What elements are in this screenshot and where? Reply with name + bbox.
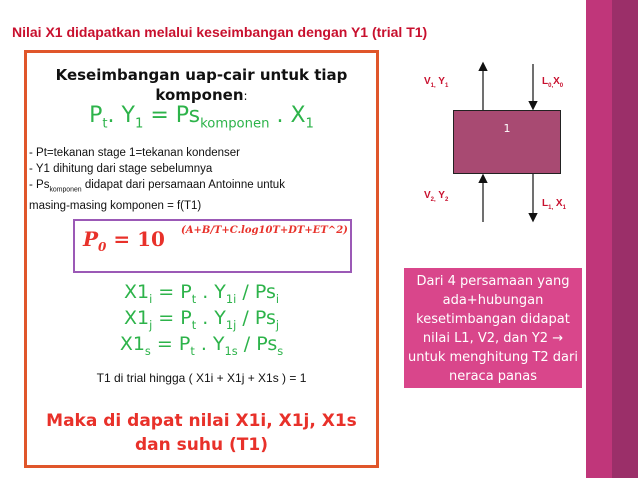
x-y: . Y <box>194 333 225 355</box>
x-p-sub: t <box>190 343 195 358</box>
x-lhs: X1 <box>123 307 150 329</box>
x-y-sub: 1i <box>225 291 237 306</box>
x-y-sub: 1j <box>225 317 237 332</box>
label-v1-y1: $V_{1,}$ $Y_1$ <box>424 76 449 89</box>
heading-line1: Keseimbangan uap-cair untuk tiap <box>55 66 348 84</box>
x-ps-sub: j <box>275 317 280 332</box>
note-item: masing-masing komponen = f(T1) <box>29 200 202 213</box>
slide-title: Nilai X1 didapatkan melalui keseimbangan dengan Y1 (trial T1) <box>12 24 428 40</box>
eq-p: P <box>89 103 103 128</box>
note-item: - Pt=tekanan stage 1=tekanan kondenser <box>29 147 240 159</box>
eq-y: . Y <box>107 103 135 128</box>
x-lhs-sub: s <box>144 343 151 358</box>
antoine-ten: = 10 <box>106 227 165 251</box>
x-y-sub: 1s <box>224 343 238 358</box>
conclusion-line1: Maka di dapat nilai X1i, X1j, X1s <box>46 411 357 431</box>
eq-t: t <box>102 116 108 132</box>
x-ps-sub: i <box>275 291 280 306</box>
x-ps: / Ps <box>237 333 278 355</box>
eq-y-sub: 1 <box>134 116 144 132</box>
eq-ps: = Ps <box>143 103 201 128</box>
x-p-sub: t <box>191 317 197 332</box>
note-item: - Y1 dihitung dari stage sebelumnya <box>29 163 213 175</box>
antoine-p: P <box>83 227 99 251</box>
x-ps: / Ps <box>236 307 276 329</box>
eq-ps-sub: komponen <box>200 116 270 132</box>
info-callout: Dari 4 persamaan yang ada+hubungan kesetimbangan didapat nilai L1, V2, dan Y2 → untuk menghitung T2 dari neraca panas <box>404 268 582 388</box>
x-y: . Y <box>196 307 226 329</box>
antoine-exponent: (A+B/T+C.log10T+DT+ET^2) <box>181 225 348 236</box>
x-y: . Y <box>196 281 226 303</box>
x-lhs-sub: i <box>149 291 153 306</box>
conclusion-line2: dan suhu (T1) <box>135 435 268 455</box>
x-p: = P <box>152 281 192 303</box>
label-l0-x0: $L_{0,}X_0$ <box>542 76 564 89</box>
trial-condition: T1 di trial hingga ( X1i + X1j + X1s ) = 1 <box>96 371 307 385</box>
stage-1-box: 1 <box>453 110 561 174</box>
x-lhs: X1 <box>119 333 145 355</box>
x-ps-sub: s <box>277 343 284 358</box>
x-lhs: X1 <box>123 281 150 303</box>
x-ps: / Ps <box>236 281 276 303</box>
x-p: = P <box>152 307 192 329</box>
antoine-p-sub: 0 <box>98 240 107 254</box>
heading-colon: : <box>243 89 248 103</box>
note-ps-suffix: didapat dari persamaan Antoinne untuk <box>81 179 285 191</box>
x-lhs-sub: j <box>149 317 153 332</box>
note-ps: - Ps <box>29 179 50 191</box>
label-l1-x1: $L_{1,}$ $X_1$ <box>542 198 566 211</box>
x-p: = P <box>150 333 191 355</box>
eq-x: . X <box>269 103 306 128</box>
label-v2-y2: $V_{2,}$ $Y_2$ <box>424 190 449 203</box>
heading-line2: komponen <box>155 86 244 104</box>
note-ps-sub: komponen <box>49 186 82 194</box>
eq-x-sub: 1 <box>305 116 314 132</box>
x-p-sub: t <box>191 291 197 306</box>
